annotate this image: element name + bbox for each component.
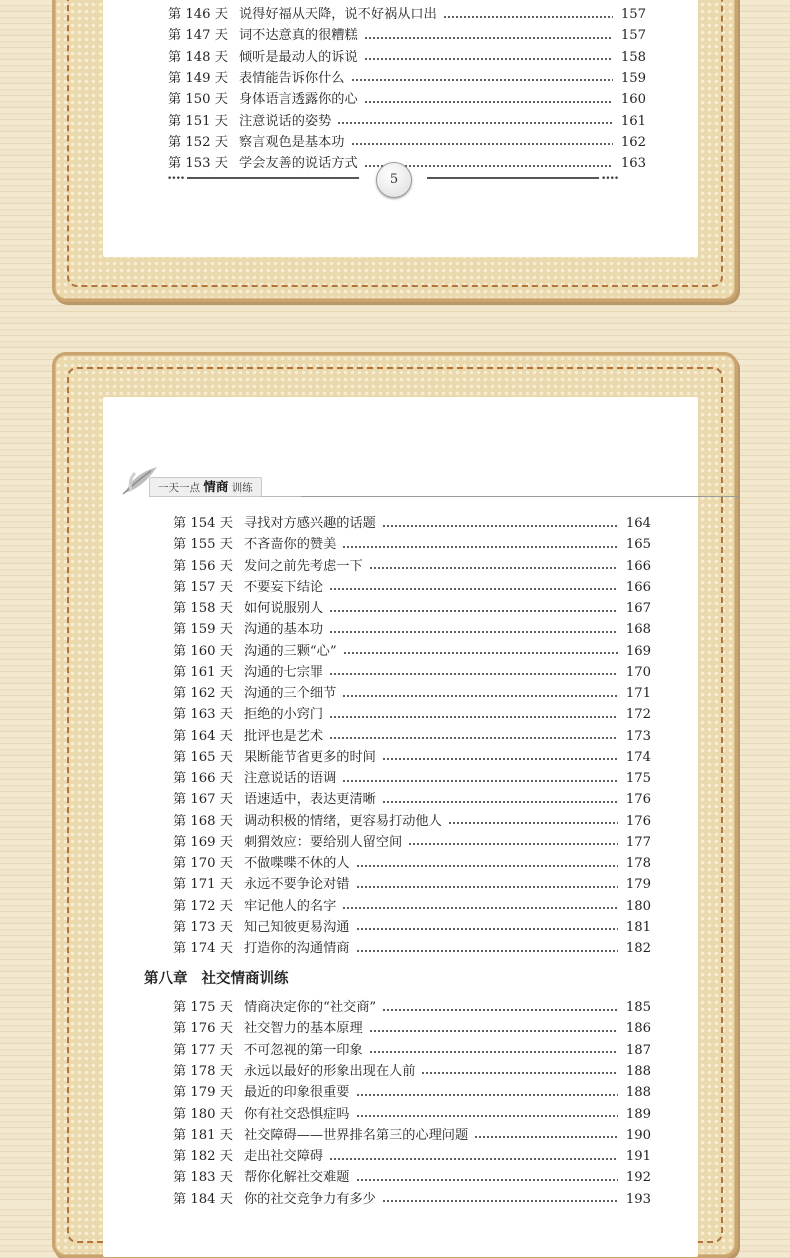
toc-page-number: 171 <box>625 686 651 701</box>
footer-ornament-right: •••• <box>601 174 619 184</box>
toc-day: 第 177 天 <box>173 1042 233 1058</box>
toc-page-number: 177 <box>625 834 651 850</box>
toc-entry <box>103 704 698 725</box>
toc-day: 第 160 天 <box>173 643 233 659</box>
leader-dots <box>351 143 614 145</box>
toc-day: 第 152 天 <box>168 134 228 150</box>
toc-day: 第 153 天 <box>168 156 228 172</box>
toc-title-text: 情商决定你的“社交商” <box>244 1000 377 1015</box>
toc-entry <box>103 789 698 810</box>
chapter-heading <box>144 968 303 990</box>
toc-page-number: 180 <box>625 898 651 914</box>
toc-entry <box>103 534 698 555</box>
toc-page-number: 162 <box>620 134 646 150</box>
toc-title <box>244 1040 618 1061</box>
toc-title-text: 拒绝的小窍门 <box>244 707 324 723</box>
leader-dots <box>382 1200 618 1202</box>
toc-day: 第 154 天 <box>173 516 233 531</box>
toc-page-number: 182 <box>625 941 651 956</box>
toc-page-number: 191 <box>625 1149 651 1165</box>
leader-dots <box>356 865 619 867</box>
toc-title-text: 沟通的三个细节 <box>244 686 337 701</box>
toc-entry <box>103 1104 698 1125</box>
toc-page-number: 176 <box>625 813 651 829</box>
toc-title-text: 沟通的三颗“心” <box>244 643 337 659</box>
toc-day: 第 151 天 <box>168 113 228 129</box>
leader-dots <box>337 122 613 124</box>
toc-entry <box>103 832 698 853</box>
toc-title-text: 不做喋喋不休的人 <box>244 856 350 871</box>
toc-title-text: 调动积极的情绪，更容易打动他人 <box>244 813 442 829</box>
toc-entry <box>103 1018 698 1039</box>
page-number-badge: 5 <box>376 162 412 198</box>
toc-entry <box>103 132 698 153</box>
toc-entry <box>103 111 698 132</box>
toc-title-text: 帮你化解社交难题 <box>244 1170 350 1186</box>
leader-dots <box>408 843 618 845</box>
toc-title <box>239 153 613 174</box>
leader-dots <box>448 822 618 824</box>
toc-entry <box>103 619 698 640</box>
series-prefix: 一天一点 <box>158 482 200 494</box>
toc-page-number: 173 <box>625 728 651 744</box>
toc-title-text: 注意说话的姿势 <box>239 113 332 129</box>
toc-page-number: 157 <box>620 28 646 44</box>
toc-title-text: 刺猬效应：要给别人留空间 <box>244 834 403 850</box>
toc-title <box>244 662 618 683</box>
toc-title <box>244 896 618 917</box>
toc-page-number: 174 <box>625 749 651 765</box>
toc-page-number: 176 <box>625 792 651 808</box>
toc-title <box>244 577 618 598</box>
toc-entry <box>103 1125 698 1146</box>
toc-entry <box>103 683 698 704</box>
toc-page-number: 167 <box>625 601 651 616</box>
leader-dots <box>329 716 618 718</box>
toc-title-text: 社交智力的基本原理 <box>244 1021 363 1037</box>
toc-day: 第 180 天 <box>173 1106 233 1122</box>
toc-entry <box>103 4 698 25</box>
toc-title-text: 批评也是艺术 <box>244 728 324 744</box>
toc-title <box>244 832 618 853</box>
toc-entry <box>103 853 698 874</box>
bottom-toc-page <box>103 397 698 1257</box>
leader-dots <box>369 1030 618 1032</box>
leader-dots <box>421 1072 618 1074</box>
toc-title-text: 察言观色是基本功 <box>239 134 345 150</box>
toc-day: 第 167 天 <box>173 792 233 808</box>
toc-title <box>239 68 613 89</box>
toc-entry <box>103 556 698 577</box>
toc-title-text: 不可忽视的第一印象 <box>244 1042 363 1058</box>
toc-title <box>244 556 618 577</box>
footer-rule-right <box>427 177 599 179</box>
toc-entry <box>103 1167 698 1188</box>
toc-title <box>244 917 618 938</box>
toc-page-number: 170 <box>625 664 651 680</box>
toc-page-number: 179 <box>625 877 651 893</box>
toc-title <box>244 1146 618 1167</box>
toc-title-text: 你的社交竞争力有多少 <box>244 1191 376 1207</box>
toc-page-number: 161 <box>620 113 646 129</box>
toc-title <box>244 534 618 555</box>
toc-entry <box>103 662 698 683</box>
toc-title-text: 词不达意真的很糟糕 <box>239 28 358 44</box>
toc-entry <box>103 747 698 768</box>
toc-entry <box>103 874 698 895</box>
chapter-number: 第八章 <box>144 970 188 987</box>
toc-day: 第 158 天 <box>173 601 233 616</box>
toc-title-text: 牢记他人的名字 <box>244 898 337 914</box>
toc-entry <box>103 1146 698 1167</box>
toc-page-number: 189 <box>625 1106 651 1122</box>
toc-day: 第 170 天 <box>173 856 233 871</box>
toc-day: 第 164 天 <box>173 728 233 744</box>
leader-dots <box>369 567 618 569</box>
toc-title <box>239 89 613 110</box>
top-page-frame <box>52 0 738 302</box>
toc-page-number: 169 <box>625 643 651 659</box>
leader-dots <box>356 950 619 952</box>
toc-title <box>244 874 618 895</box>
toc-title <box>244 641 618 662</box>
toc-day: 第 184 天 <box>173 1191 233 1207</box>
toc-entry <box>103 598 698 619</box>
toc-title <box>239 132 613 153</box>
toc-day: 第 148 天 <box>168 49 228 65</box>
toc-title-text: 发问之前先考虑一下 <box>244 558 363 574</box>
toc-title <box>244 704 618 725</box>
toc-entry <box>103 726 698 747</box>
leader-dots <box>364 101 613 103</box>
toc-title <box>244 726 618 747</box>
toc-day: 第 163 天 <box>173 707 233 723</box>
toc-day: 第 183 天 <box>173 1170 233 1186</box>
leader-dots <box>329 1158 618 1160</box>
toc-page-number: 158 <box>620 49 646 65</box>
toc-day: 第 168 天 <box>173 813 233 829</box>
toc-day: 第 178 天 <box>173 1063 233 1079</box>
toc-title <box>244 513 618 534</box>
toc-title <box>244 598 618 619</box>
top-toc-page <box>103 0 698 257</box>
toc-entry <box>103 811 698 832</box>
toc-page-number: 164 <box>625 516 651 531</box>
toc-title <box>239 47 613 68</box>
toc-page-number: 160 <box>620 92 646 108</box>
toc-title <box>244 768 618 789</box>
running-header <box>121 465 681 497</box>
toc-title-text: 果断能节省更多的时间 <box>244 749 376 765</box>
toc-day: 第 173 天 <box>173 919 233 935</box>
toc-entry <box>103 1061 698 1082</box>
toc-page-number: 168 <box>625 622 651 638</box>
toc-title-text: 不要妄下结论 <box>244 579 324 595</box>
toc-title-text: 表情能告诉你什么 <box>239 70 345 86</box>
header-rule <box>301 496 739 497</box>
toc-title-text: 说得好福从天降，说不好祸从口出 <box>239 7 437 22</box>
toc-entry <box>103 641 698 662</box>
toc-day: 第 147 天 <box>168 28 228 44</box>
toc-day: 第 175 天 <box>173 1000 233 1015</box>
toc-title <box>244 1189 618 1210</box>
toc-entry <box>103 47 698 68</box>
leader-dots <box>342 907 618 909</box>
leader-dots <box>351 79 614 81</box>
toc-entry <box>103 938 698 959</box>
toc-title-text: 倾听是最动人的诉说 <box>239 49 358 65</box>
toc-day: 第 161 天 <box>173 664 233 680</box>
toc-title-text: 知己知彼更易沟通 <box>244 919 350 935</box>
toc-page-number: 188 <box>625 1085 651 1101</box>
toc-title-text: 不吝啬你的赞美 <box>244 537 337 553</box>
toc-day: 第 162 天 <box>173 686 233 701</box>
toc-page-number: 163 <box>620 156 646 172</box>
leader-dots <box>356 886 619 888</box>
toc-title <box>244 853 618 874</box>
leader-dots <box>329 631 618 633</box>
toc-page-number: 193 <box>625 1191 651 1207</box>
footer-ornament-left: •••• <box>167 174 185 184</box>
toc-day: 第 157 天 <box>173 579 233 595</box>
leader-dots <box>329 673 618 675</box>
toc-title <box>244 811 618 832</box>
series-emphasis: 情商 <box>203 479 229 494</box>
toc-title <box>244 1082 618 1103</box>
toc-title-text: 寻找对方感兴趣的话题 <box>244 516 376 531</box>
toc-title-text: 身体语言透露你的心 <box>239 92 358 108</box>
toc-entry <box>103 1189 698 1210</box>
toc-title <box>244 1167 618 1188</box>
leader-dots <box>329 588 618 590</box>
leader-dots <box>356 1094 619 1096</box>
toc-page-number: 166 <box>625 558 651 574</box>
toc-page-number: 165 <box>625 537 651 553</box>
toc-day: 第 182 天 <box>173 1149 233 1165</box>
leader-dots <box>342 695 618 697</box>
toc-entry <box>103 1040 698 1061</box>
toc-day: 第 176 天 <box>173 1021 233 1037</box>
toc-entry <box>103 768 698 789</box>
toc-title-text: 打造你的沟通情商 <box>244 941 350 956</box>
leader-dots <box>474 1136 618 1138</box>
toc-title-text: 社交障碍——世界排名第三的心理问题 <box>244 1127 469 1143</box>
toc-title-text: 永远以最好的形象出现在人前 <box>244 1063 416 1079</box>
toc-page-number: 166 <box>625 579 651 595</box>
toc-title <box>244 683 618 704</box>
leader-dots <box>342 546 618 548</box>
leader-dots <box>329 610 618 612</box>
leader-dots <box>382 758 618 760</box>
leader-dots <box>356 1115 619 1117</box>
series-title <box>149 477 262 497</box>
toc-day: 第 146 天 <box>168 7 228 22</box>
toc-title-text: 如何说服别人 <box>244 601 324 616</box>
toc-day: 第 174 天 <box>173 941 233 956</box>
leader-dots <box>364 37 613 39</box>
leader-dots <box>382 525 618 527</box>
toc-title <box>239 111 613 132</box>
toc-day: 第 166 天 <box>173 771 233 786</box>
toc-page-number: 185 <box>625 1000 651 1015</box>
toc-page-number: 159 <box>620 70 646 86</box>
leader-dots <box>382 801 618 803</box>
toc-title-text: 你有社交恐惧症吗 <box>244 1106 350 1122</box>
series-suffix: 训练 <box>231 482 253 494</box>
toc-entry <box>103 25 698 46</box>
toc-title <box>244 1125 618 1146</box>
toc-title-text: 沟通的基本功 <box>244 622 324 638</box>
toc-page-number: 175 <box>625 771 651 786</box>
toc-title <box>244 997 618 1018</box>
toc-entry <box>103 917 698 938</box>
toc-title-text: 注意说话的语调 <box>244 771 337 786</box>
toc-page-number: 157 <box>620 7 646 22</box>
toc-entry <box>103 896 698 917</box>
toc-page-number: 187 <box>625 1042 651 1058</box>
toc-day: 第 149 天 <box>168 70 228 86</box>
chapter-title: 社交情商训练 <box>201 970 289 987</box>
toc-title-text: 语速适中，表达更清晰 <box>244 792 376 808</box>
leader-dots <box>356 928 619 930</box>
leader-dots <box>443 16 613 18</box>
bottom-page-frame <box>52 352 738 1258</box>
toc-entry <box>103 89 698 110</box>
toc-day: 第 171 天 <box>173 877 233 893</box>
toc-title <box>244 747 618 768</box>
toc-page-number: 172 <box>625 707 651 723</box>
toc-day: 第 165 天 <box>173 749 233 765</box>
toc-page-number: 178 <box>625 856 651 871</box>
leader-dots <box>364 58 613 60</box>
leader-dots <box>329 737 618 739</box>
toc-day: 第 159 天 <box>173 622 233 638</box>
leader-dots <box>369 1051 618 1053</box>
leader-dots <box>343 652 618 654</box>
toc-page-number: 188 <box>625 1063 651 1079</box>
leader-dots <box>342 780 618 782</box>
toc-title-text: 永远不要争论对错 <box>244 877 350 893</box>
toc-title <box>244 1104 618 1125</box>
footer-rule-left <box>187 177 359 179</box>
toc-title-text: 学会友善的说话方式 <box>239 156 358 172</box>
toc-title <box>239 4 613 25</box>
toc-title-text: 走出社交障碍 <box>244 1149 324 1165</box>
toc-day: 第 155 天 <box>173 537 233 553</box>
toc-page-number: 190 <box>625 1127 651 1143</box>
toc-day: 第 169 天 <box>173 834 233 850</box>
toc-title <box>244 1018 618 1039</box>
leader-dots <box>382 1009 618 1011</box>
toc-title <box>244 619 618 640</box>
toc-day: 第 181 天 <box>173 1127 233 1143</box>
toc-page-number: 192 <box>625 1170 651 1186</box>
toc-day: 第 156 天 <box>173 558 233 574</box>
toc-entry <box>103 1082 698 1103</box>
toc-entry <box>103 68 698 89</box>
toc-day: 第 150 天 <box>168 92 228 108</box>
toc-entry <box>103 577 698 598</box>
toc-entry <box>103 513 698 534</box>
toc-page-number: 186 <box>625 1021 651 1037</box>
toc-title <box>244 1061 618 1082</box>
toc-title <box>244 789 618 810</box>
toc-title <box>244 938 618 959</box>
toc-day: 第 172 天 <box>173 898 233 914</box>
toc-page-number: 181 <box>625 919 651 935</box>
leader-dots <box>356 1179 619 1181</box>
toc-entry <box>103 997 698 1018</box>
toc-day: 第 179 天 <box>173 1085 233 1101</box>
toc-title <box>239 25 613 46</box>
toc-title-text: 沟通的七宗罪 <box>244 664 324 680</box>
toc-title-text: 最近的印象很重要 <box>244 1085 350 1101</box>
